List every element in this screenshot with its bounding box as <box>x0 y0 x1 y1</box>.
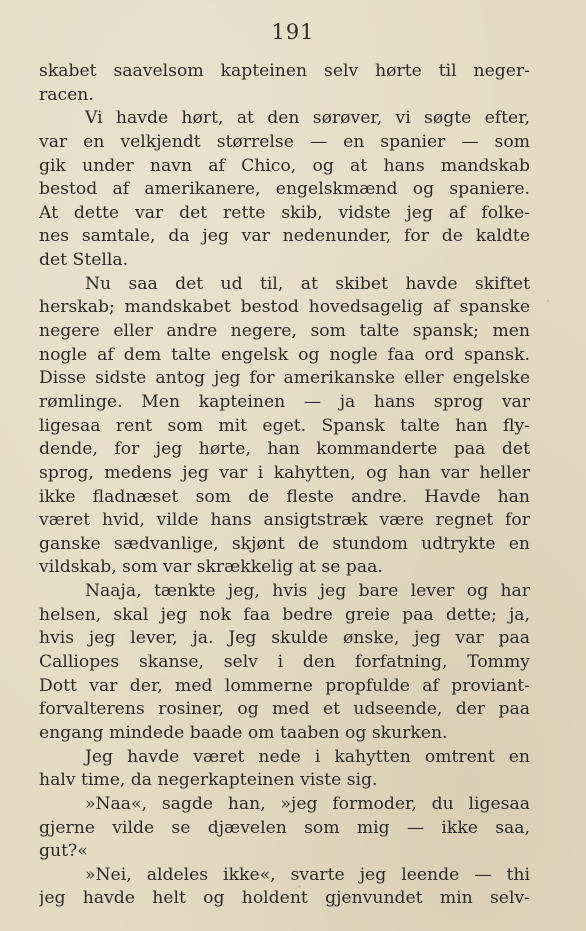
text-line: ganske sædvanlige, skjønt de stundom udtrykte en <box>39 533 530 554</box>
text-line: været hvid, vilde hans ansigtstræk være regnet for <box>39 510 530 531</box>
text-line: Vi havde hørt, at den sørøver, vi søgte efter, <box>85 108 530 129</box>
text-line: Naaja, tænkte jeg, hvis jeg bare lever og har <box>85 581 530 602</box>
text-line: gik under navn af Chico, og at hans mandskab <box>39 155 530 176</box>
text-line: gut?« <box>39 841 88 862</box>
text-line: helsen, skal jeg nok faa bedre greie paa dette; ja, <box>39 604 530 625</box>
text-line: nogle af dem talte engelsk og nogle faa ord spansk. <box>39 344 530 365</box>
text-line: det Stella. <box>39 250 129 271</box>
text-line: forvalterens rosiner, og med et udseende, der paa <box>39 699 530 720</box>
text-line: sprog, medens jeg var i kahytten, og han var heller <box>39 462 530 483</box>
text-line: dende, for jeg hørte, han kommanderte paa det <box>39 439 530 460</box>
text-line: Dott var der, med lommerne propfulde af proviant- <box>39 675 530 696</box>
text-line: Disse sidste antog jeg for amerikanske eller engelske <box>39 368 530 389</box>
text-line: herskab; mandskabet bestod hovedsagelig af spanske <box>39 297 530 318</box>
text-line: bestod af amerikanere, engelskmænd og spaniere. <box>39 179 530 200</box>
paper-speck <box>547 300 549 302</box>
text-line: Nu saa det ud til, at skibet havde skiftet <box>85 273 530 294</box>
body-text <box>39 60 530 911</box>
text-line: At dette var det rette skib, vidste jeg af folke- <box>39 202 530 223</box>
text-line: »Nei, aldeles ikke«, svarte jeg leende — thi <box>85 864 530 885</box>
text-line: engang mindede baade om taaben og skurken. <box>39 722 448 743</box>
text-line: ligesaa rent som mit eget. Spansk talte han fly- <box>39 415 530 436</box>
text-line: Calliopes skanse, selv i den forfatning, Tommy <box>39 652 530 673</box>
text-line: rømlinge. Men kapteinen — ja hans sprog var <box>39 391 530 412</box>
text-line: »Naa«, sagde han, »jeg formoder, du ligesaa <box>85 793 530 814</box>
text-line: hvis jeg lever, ja. Jeg skulde ønske, jeg var paa <box>39 628 530 649</box>
text-line: negere eller andre negere, som talte spansk; men <box>39 321 530 342</box>
text-line: nes samtale, da jeg var nedenunder, for de kaldte <box>39 226 530 247</box>
paper-speck <box>298 885 301 888</box>
text-line: var en velkjendt størrelse — en spanier — som <box>39 131 530 152</box>
text-line: racen. <box>39 84 94 105</box>
text-line: ikke fladnæset som de fleste andre. Havde han <box>39 486 530 507</box>
text-line: vildskab, som var skrækkelig at se paa. <box>39 557 383 578</box>
text-line: halv time, da negerkapteinen viste sig. <box>39 770 378 791</box>
page-number: 191 <box>271 20 315 44</box>
text-line: gjerne vilde se djævelen som mig — ikke saa, <box>39 817 530 838</box>
text-line: jeg havde helt og holdent gjenvundet min selv- <box>39 888 530 909</box>
text-line: skabet saavelsom kapteinen selv hørte til neger- <box>39 61 530 81</box>
text-line: Jeg havde været nede i kahytten omtrent en <box>85 746 530 767</box>
